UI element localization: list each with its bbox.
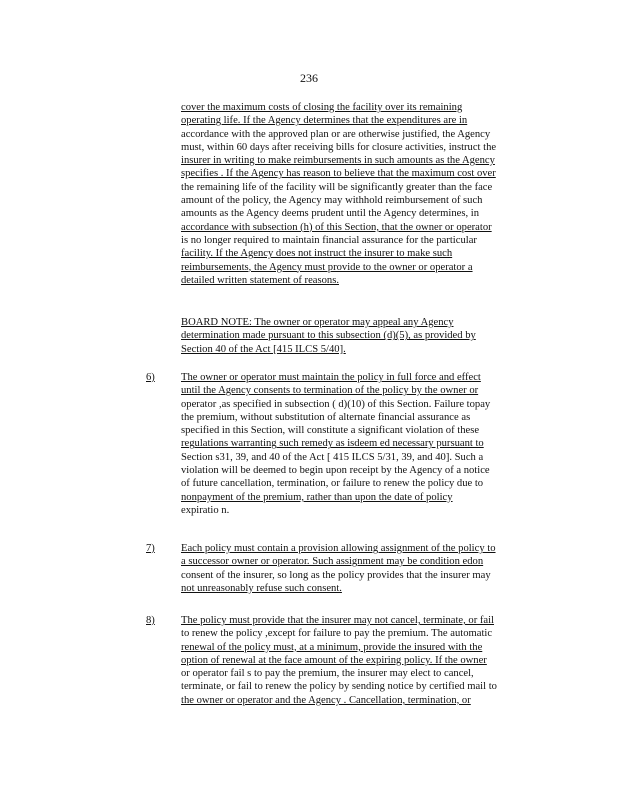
board-note [181, 316, 539, 356]
text-line: insurer in writing to make reimbursements in such amounts as the Agency [181, 155, 495, 167]
text-line: amount of the policy, the Agency may withhold reimbursement of such [181, 195, 483, 207]
text-line: cover the maximum costs of closing the facility over its remaining [181, 102, 463, 113]
item-text-line: the premium, without substitution of alternate financial assurance as [181, 411, 471, 423]
text-line: accordance with the approved plan or are otherwise justified, the Agency [181, 128, 491, 140]
item-text-line: specified in this Section, will constitute a significant violation of these [181, 425, 480, 437]
item-text-line: option of renewal at the face amount of the expiring policy. If the owner [181, 654, 487, 666]
item-text-line: the owner or operator and the Agency . Cancellation, termination, or [181, 694, 471, 706]
board-note-line: BOARD NOTE: The owner or operator may appeal any Agency [181, 317, 454, 328]
board-note-line: determination made pursuant to this subsection (d)(5), as provided by [181, 330, 476, 342]
item-number-8: 8) [146, 615, 155, 626]
page-number: 236 [300, 71, 318, 85]
item-text-line: The policy must provide that the insurer may not cancel, terminate, or fail [181, 615, 495, 626]
item-text-line: or operator fail s to pay the premium, the insurer may elect to cancel, [181, 668, 474, 680]
item-8-paragraph [181, 614, 539, 707]
text-line: the remaining life of the facility will be significantly greater than the face [181, 181, 493, 193]
item-7-paragraph [181, 542, 539, 595]
item-text-line: a successor owner or operator. Such assignment may be condition edon [181, 556, 484, 568]
text-line: is no longer required to maintain financial assurance for the particular [181, 234, 477, 246]
text-line: reimbursements, the Agency must provide to the owner or operator a [181, 261, 473, 273]
continuation-paragraph [181, 101, 539, 287]
item-number-6: 6) [146, 372, 155, 383]
item-text-line: The owner or operator must maintain the policy in full force and effect [181, 372, 481, 383]
item-text-line: renewal of the policy must, at a minimum, provide the insured with the [181, 641, 483, 653]
text-line: amounts as the Agency deems prudent until the Agency determines, in [181, 208, 480, 220]
item-text-line: regulations warranting such remedy as isdeem ed necessary pursuant to [181, 438, 484, 450]
item-text-line: Section s31, 39, and 40 of the Act [ 415 ILCS 5/31, 39, and 40]. Such a [181, 451, 484, 463]
text-line: must, within 60 days after receiving bills for closure activities, instruct the [181, 141, 497, 153]
item-text-line: Each policy must contain a provision allowing assignment of the policy to [181, 543, 496, 554]
item-number-7: 7) [146, 543, 155, 554]
item-text-line: consent of the insurer, so long as the policy provides that the insurer may [181, 569, 491, 581]
text-line: accordance with subsection (h) of this Section, that the owner or operator [181, 221, 492, 233]
item-text-line: of future cancellation, termination, or failure to renew the policy due to [181, 478, 484, 490]
item-text-line: expiratio n. [181, 504, 230, 516]
text-line: specifies . If the Agency has reason to believe that the maximum cost over [181, 168, 496, 180]
text-line: detailed written statement of reasons. [181, 274, 339, 286]
item-text-line: nonpayment of the premium, rather than upon the date of policy [181, 491, 453, 503]
item-text-line: not unreasonably refuse such consent. [181, 582, 342, 594]
item-text-line: until the Agency consents to termination of the policy by the owner or [181, 385, 479, 397]
item-text-line: operator ,as specified in subsection ( d)(10) of this Section. Failure topay [181, 398, 491, 410]
text-line: facility. If the Agency does not instruct the insurer to make such [181, 248, 453, 260]
item-6-paragraph [181, 371, 539, 517]
item-text-line: terminate, or fail to renew the policy by sending notice by certified mail to [181, 681, 497, 693]
item-text-line: violation will be deemed to begin upon receipt by the Agency of a notice [181, 465, 490, 477]
item-text-line: to renew the policy ,except for failure to pay the premium. The automatic [181, 628, 493, 640]
board-note-line: Section 40 of the Act [415 ILCS 5/40]. [181, 343, 346, 355]
text-line: operating life. If the Agency determines that the expenditures are in [181, 115, 468, 127]
